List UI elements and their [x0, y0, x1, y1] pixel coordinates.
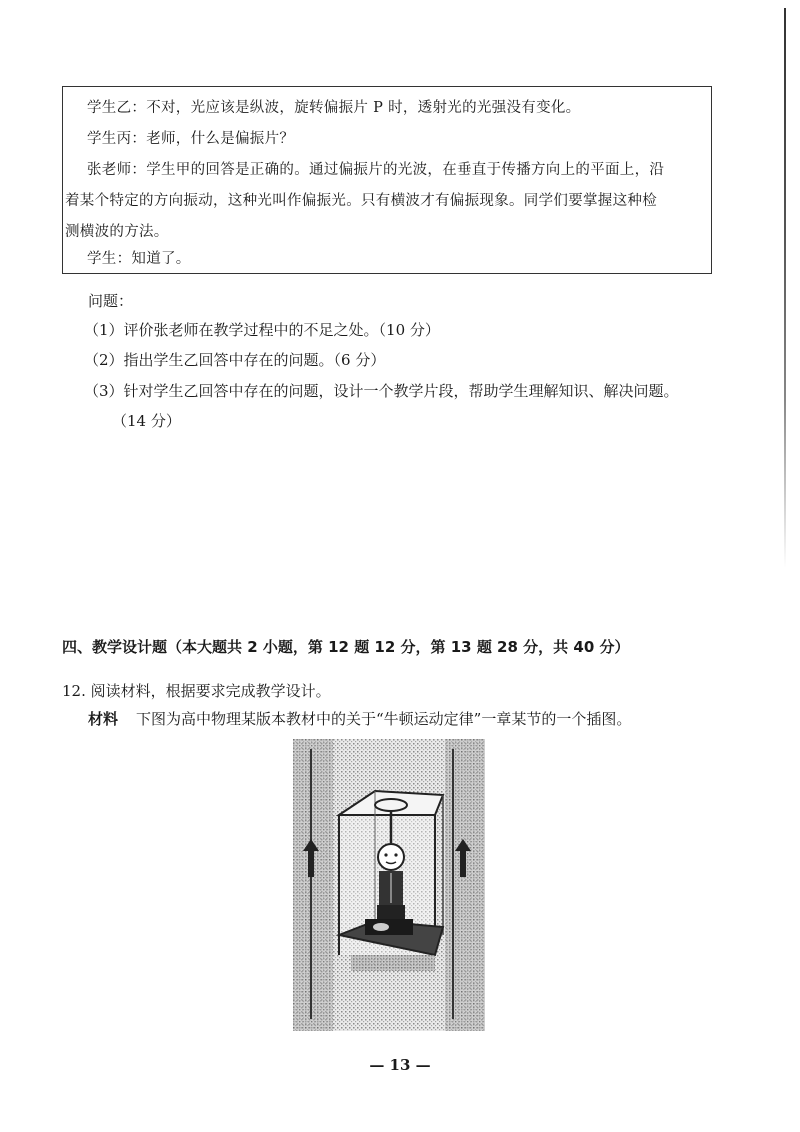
dialogue-line: 测横波的方法。 [65, 224, 169, 240]
person-head [378, 844, 404, 870]
left-shaft-shadow [293, 739, 333, 1031]
dialogue-line: 张老师：学生甲的回答是正确的。通过偏振片的光波，在垂直于传播方向上的平面上，沿 [87, 162, 665, 178]
material-label: 材料 [88, 710, 119, 728]
dialogue-line: 着某个特定的方向振动，这种光叫作偏振光。只有横波才有偏振现象。同学们要掌握这种检 [65, 193, 657, 209]
dialogue-line: 学生：知道了。 [87, 251, 191, 267]
problem-stem: 12. 阅读材料，根据要求完成教学设计。 [62, 682, 331, 700]
person-eye [384, 853, 387, 856]
floor-shadow [351, 955, 435, 971]
question-item: （3）针对学生乙回答中存在的问题，设计一个教学片段，帮助学生理解知识、解决问题。 [84, 382, 679, 400]
dialogue-line: 学生丙：老师，什么是偏振片？ [87, 131, 295, 147]
material-line [88, 708, 631, 729]
question-item: （2）指出学生乙回答中存在的问题。（6 分） [84, 351, 386, 369]
question-item-continued: （14 分） [112, 412, 181, 430]
page-number: — 13 — [369, 1056, 431, 1074]
dialogue-line: 学生乙：不对，光应该是纵波，旋转偏振片 P 时，透射光的光强没有变化。 [87, 100, 581, 116]
material-text: 下图为高中物理某版本教材中的关于“牛顿运动定律”一章某节的一个插图。 [136, 710, 632, 728]
question-item: （1）评价张老师在教学过程中的不足之处。（10 分） [84, 321, 440, 339]
right-shaft-shadow [445, 739, 485, 1031]
person-legs [377, 905, 405, 921]
questions-heading: 问题： [88, 292, 134, 310]
dialogue-box [62, 86, 712, 274]
elevator-illustration [293, 739, 485, 1031]
person-eye [394, 853, 397, 856]
scale-dial [373, 923, 389, 931]
scan-edge-line [784, 8, 786, 568]
section-heading: 四、教学设计题（本大题共 2 小题，第 12 题 12 分，第 13 题 28 分，共 40 分） [62, 638, 630, 656]
